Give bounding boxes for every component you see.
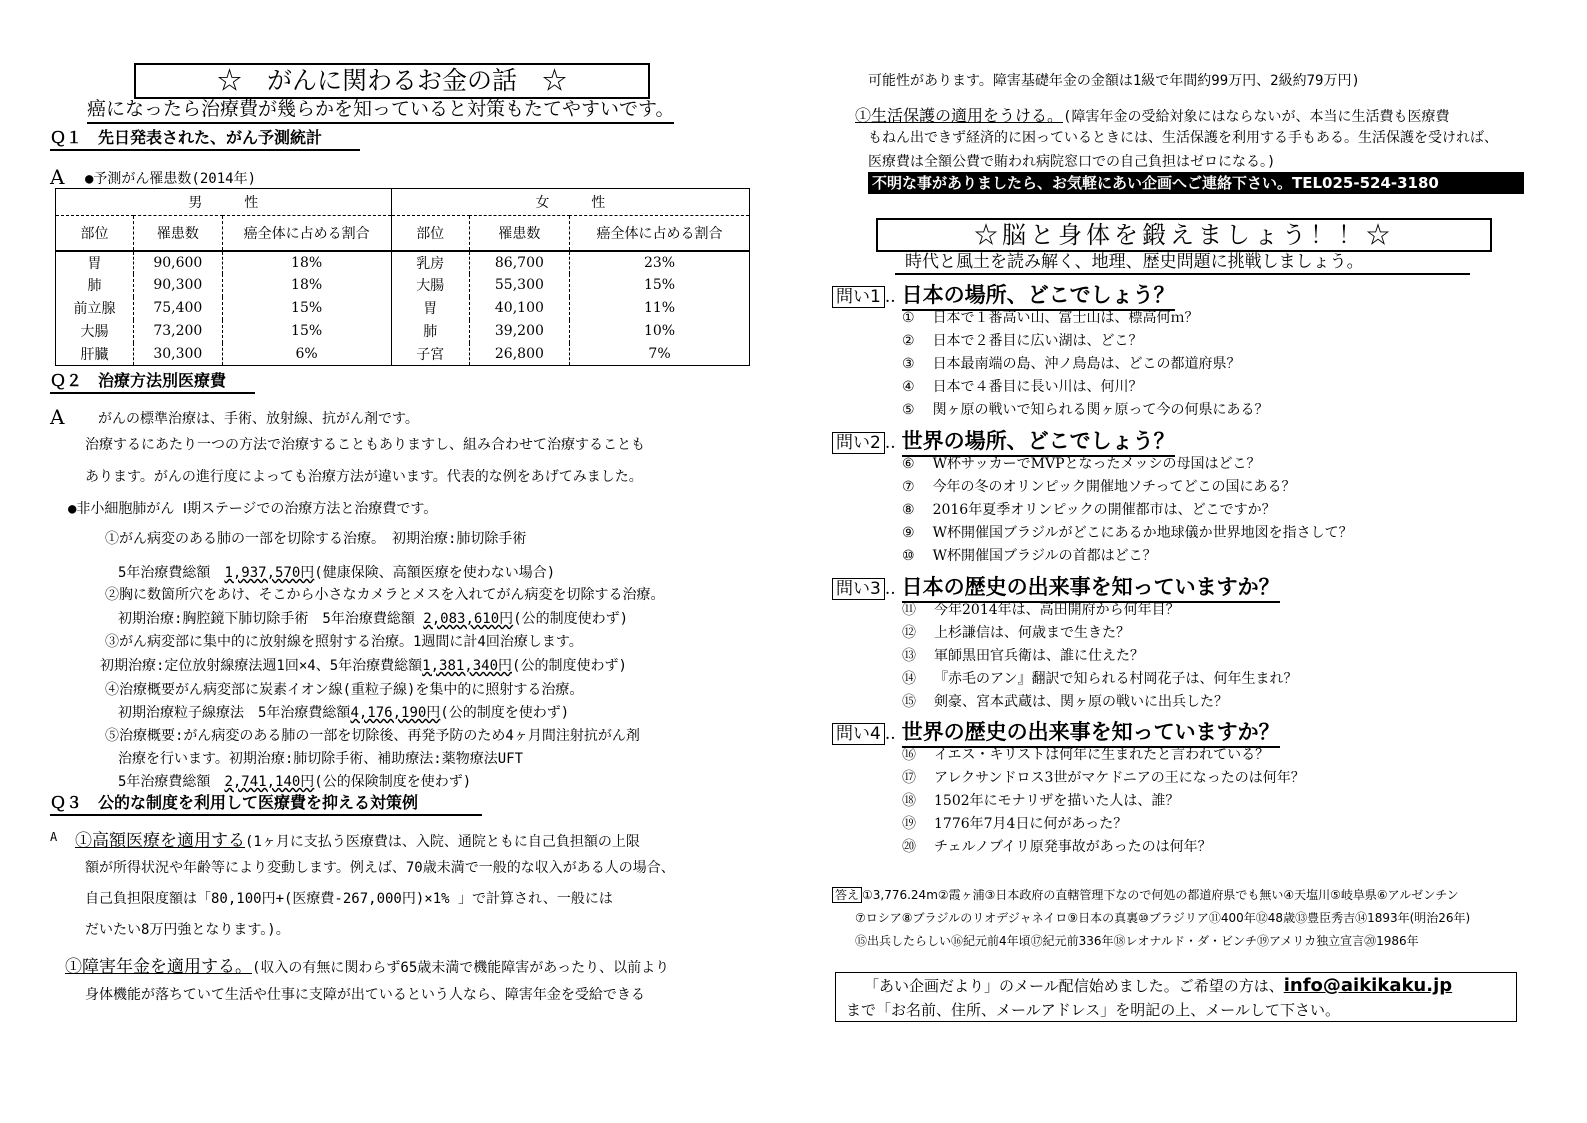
question-title: 日本の場所、どこでしょう？ [902,279,1175,311]
question-title: 世界の歴史の出来事を知っていますか？ [902,716,1280,748]
question-dots: .. [884,287,896,307]
question-number: ⑮ [902,694,916,710]
question-label: 問い4 [832,723,885,745]
q2-line [105,631,583,651]
question-title: 世界の場所、どこでしょう？ [902,425,1175,457]
table-row [56,320,750,343]
question-number: ⑦ [902,479,915,495]
table-row [56,274,750,297]
treatment-cost: 2,741,140円 [224,774,315,790]
table-cell: 40,100 [469,297,569,320]
table-cell: 15% [222,320,391,343]
q2-line [98,408,419,428]
question-text: 日本最南端の島、沖ノ鳥島は、どこの都道府県？ [932,356,1241,372]
q3-line-4: だいたい8万円強となります。)。 [85,922,290,938]
q2-text: 初期治療:胸腔鏡下肺切除手術 5年治療費総額 [118,611,415,627]
quiz-question [902,499,1276,519]
table-cell: 肝臓 [56,343,134,366]
question-number: ⑬ [902,648,916,664]
question-number: ④ [902,379,915,395]
question-number: ② [902,333,915,349]
q2-answer-label: A [50,405,65,429]
question-text: 日本で１番高い山、富士山は、標高何ｍ？ [932,310,1199,326]
table-cell: 90,600 [134,251,222,274]
quiz-question [902,307,1199,327]
mail-line-2: まで「お名前、住所、メールアドレス」を明記の上、メールして下さい。 [846,1001,1340,1019]
question-text: 日本で２番目に広い湖は、どこ？ [932,333,1143,349]
table-cell: 18% [222,274,391,297]
answers-line-3: ⑮出兵したらしい⑯紀元前4年頃⑰紀元前336年⑱レオナルド・ダ・ビンチ⑲アメリカ独立宣言⑳1986年 [855,934,1419,948]
q2-text: 治療を行います。初期治療:肺切除手術、補助療法:薬物療法UFT [118,751,524,767]
question-dots: .. [884,579,896,599]
question-number: ⑯ [902,747,916,763]
q2-line [100,655,627,675]
seikatsu-line-1: (障害年金の受給対象にはならないが、本当に生活費も医療費 [1063,109,1450,125]
contact-banner: 不明な事がありましたら、お気軽にあい企画へご連絡下さい。TEL025-524-3180 [868,172,1524,194]
table-cell: 7% [570,343,750,366]
table-cell: 90,300 [134,274,222,297]
question-text: アレクサンドロス3世がマケドニアの王になったのは何年？ [934,770,1305,786]
question-number: ⑳ [902,839,916,855]
table-cell: 10% [570,320,750,343]
q2-line [85,466,643,486]
question-number: ⑫ [902,625,916,641]
question-text: 1776年7月4日に何があった？ [934,816,1128,832]
quiz-question [902,599,1180,619]
q3-answer-label: A [50,830,58,844]
quiz-question [902,790,1179,810]
column-header: 罹患数 [469,216,569,251]
question-dots: .. [884,433,896,453]
question-text: W杯サッカーでMVPとなったメッシの母国はどこ？ [932,456,1261,472]
table-cell: 胃 [391,297,469,320]
q2-text: ①がん病変のある肺の一部を切除する治療。 初期治療:肺切除手術 [105,531,527,547]
quiz-question [902,836,1212,856]
answers-line-1: ①3,776.24m②霞ヶ浦③日本政府の直轄管理下なので何処の都道府県でも無い④天塩川⑤岐阜県⑥アルゼンチン [862,888,1459,902]
table-cell: 肺 [56,274,134,297]
q3-line-6: 身体機能が落ちていて生活や仕事に支障が出ているという人なら、障害年金を受給できる [85,987,645,1003]
table-caption: ●予測がん罹患数(2014年) [85,171,257,187]
male-header: 男 性 [56,189,392,216]
quiz-question [902,376,1143,396]
quiz-subtitle: 時代と風土を読み解く、地理、歴史問題に挑戦しましょう。 [895,251,1470,275]
table-cell: 73,200 [134,320,222,343]
quiz-question [902,522,1353,542]
quiz-question [902,744,1269,764]
main-title: ☆ がんに関わるお金の話 ☆ [134,63,650,99]
column-header: 癌全体に占める割合 [570,216,750,251]
column-header: 罹患数 [134,216,222,251]
table-cell: 大腸 [391,274,469,297]
question-text: 上杉謙信は、何歳まで生きた？ [934,625,1130,641]
q2-text: あります。がんの進行度によっても治療方法が違います。代表的な例をあげてみました。 [85,469,643,485]
table-cell: 39,200 [469,320,569,343]
q3-line-2: 額が所得状況や年齢等により変動します。例えば、70歳未満で一般的な収入がある人の場合、 [85,860,675,876]
table-cell: 15% [222,297,391,320]
question-text: 剣豪、宮本武蔵は、関ヶ原の戦いに出兵した？ [934,694,1228,710]
question-number: ⑲ [902,816,916,832]
quiz-question [902,353,1241,373]
question-number: ⑰ [902,770,916,786]
mail-email-link[interactable]: info@aikikaku.jp [1283,975,1453,996]
question-number: ⑧ [902,502,915,518]
quiz-question [902,545,1157,565]
q2-line [118,608,628,628]
table-row [56,251,750,274]
question-text: 関ヶ原の戦いで知られる関ヶ原って今の何県にある？ [932,402,1269,418]
q2-text: ⑤治療概要:がん病変のある肺の一部を切除後、再発予防のため4ヶ月間注射抗がん剤 [105,728,640,744]
table-cell: 11% [570,297,750,320]
question-text: 『赤毛のアン』翻訳で知られる村岡花子は、何年生まれ？ [934,671,1298,687]
q2-text: (公的保険制度を使わず) [314,774,472,790]
table-cell: 肺 [391,320,469,343]
q2-heading: Ｑ２ 治療方法別医療費 [50,370,255,394]
question-text: 日本で４番目に長い川は、何川？ [932,379,1143,395]
question-number: ⑩ [902,548,915,564]
question-text: 軍師黒田官兵衛は、誰に仕えた？ [934,648,1144,664]
column-header: 部位 [56,216,134,251]
q2-text: ●非小細胞肺がん Ⅰ期ステージでの治療方法と治療費です。 [68,501,438,517]
q2-text: 5年治療費総額 [118,774,211,790]
treatment-cost: 1,937,570円 [224,565,315,581]
q1-heading: Ｑ１ 先日発表された、がん予測統計 [50,127,360,151]
q3-line-1: (1ヶ月に支払う医療費は、入院、通院ともに自己負担額の上限 [245,834,640,850]
question-number: ⑱ [902,793,916,809]
question-text: 今年2014年は、高田開府から何年目？ [934,602,1180,618]
quiz-question [902,476,1295,496]
column-header: 部位 [391,216,469,251]
treatment-cost: 2,083,610円 [423,611,514,627]
quiz-question [902,622,1130,642]
q2-text: 初期治療粒子線療法 5年治療費総額 [118,705,351,721]
table-cell: 胃 [56,251,134,274]
q2-text: (健康保険、高額医療を使わない場合) [314,565,556,581]
column-header: 癌全体に占める割合 [222,216,391,251]
q2-text: ②胸に数箇所穴をあけ、そこから小さなカメラとメスを入れてがん病変を切除する治療。 [105,587,665,603]
question-number: ⑤ [902,402,915,418]
question-number: ⑪ [902,602,916,618]
question-label: 問い1 [832,286,885,308]
q2-text: (公的制度使わず) [513,611,629,627]
q2-text: ④治療概要がん病変部に炭素イオン線(重粒子線)を集中的に照射する治療。 [105,682,584,698]
table-cell: 大腸 [56,320,134,343]
quiz-question [902,691,1228,711]
q2-text: (公的制度を使わず) [440,705,570,721]
quiz-question [902,668,1297,688]
quiz-question [902,453,1261,473]
quiz-question [902,399,1269,419]
q2-text: 5年治療費総額 [118,565,211,581]
table-row [56,297,750,320]
table-cell: 55,300 [469,274,569,297]
seikatsu-hogo-heading: ①生活保護の適用をうける。 [855,106,1064,125]
q2-line [105,725,640,745]
q2-line [105,679,583,699]
table-cell: 23% [570,251,750,274]
female-header: 女 性 [391,189,749,216]
q2-line [118,771,471,791]
q3-heading: Ｑ３ 公的な制度を利用して医療費を抑える対策例 [50,792,482,816]
table-cell: 15% [570,274,750,297]
table-cell: 18% [222,251,391,274]
mail-line-1: 「あい企画だより」のメール配信始めました。ご希望の方は、 [864,977,1284,995]
q3-line-3: 自己負担限度額は「80,100円+(医療費-267,000円)×1% 」で計算され、一般には [85,891,613,907]
table-cell: 26,800 [469,343,569,366]
treatment-cost: 1,381,340円 [422,658,513,674]
quiz-title: ☆脳と身体を鍛えましょう！！☆ [876,218,1492,252]
q2-text: がんの標準治療は、手術、放射線、抗がん剤です。 [98,411,419,427]
q2-line [118,748,523,768]
question-label: 問い3 [832,578,885,600]
q2-text: (公的制度使わず) [512,658,627,674]
quiz-question [902,767,1305,787]
question-number: ⑨ [902,525,915,541]
question-number: ① [902,310,915,326]
treatment-cost: 4,176,190円 [350,705,441,721]
q2-line [68,498,437,518]
table-row [56,343,750,366]
table-cell: 前立腺 [56,297,134,320]
question-text: イエス・キリストは何年に生まれたと言われている？ [934,747,1270,763]
table-cell: 30,300 [134,343,222,366]
quiz-question [902,645,1144,665]
table-cell: 乳房 [391,251,469,274]
seikatsu-line-3: 医療費は全額公費で賄われ病院窓口での自己負担はゼロになる。) [868,154,1276,170]
kogaku-iryo-heading: ①高額医療を適用する [75,831,245,851]
question-title: 日本の歴史の出来事を知っていますか？ [902,571,1280,603]
question-text: 1502年にモナリザを描いた人は、誰？ [934,793,1180,809]
q2-text: 初期治療:定位放射線療法週1回×4、5年治療費総額 [100,658,423,674]
answers-label: 答え [832,887,862,903]
q2-line [118,702,569,722]
q2-line [118,562,555,582]
shogai-nenkin-heading: ①障害年金を適用する。 [65,957,252,977]
quiz-question [902,813,1127,833]
q3-line-5: (収入の有無に関わらず65歳未満で機能障害があったり、以前より [252,960,670,976]
q2-line [85,434,645,454]
table-cell: 子宮 [391,343,469,366]
question-text: W杯開催国ブラジルがどこにあるか地球儀か世界地図を指さして？ [932,525,1353,541]
question-text: 2016年夏季オリンピックの開催都市は、どこですか？ [932,502,1276,518]
continuation-line: 可能性があります。障害基礎年金の金額は1級で年間約99万円、2級約79万円) [868,73,1360,89]
question-text: チェルノブイリ原発事故があったのは何年？ [934,839,1212,855]
question-number: ⑥ [902,456,915,472]
table-cell: 86,700 [469,251,569,274]
answers-line-2: ⑦ロシア⑧ブラジルのリオデジャネイロ⑨日本の真裏⑩ブラジリア⑪400年⑫48歳⑬豊臣秀吉⑭1893年(明治26年) [855,911,1471,925]
table-cell: 6% [222,343,391,366]
mail-box [835,972,1517,1022]
main-subtitle: 癌になったら治療費が幾らかを知っていると対策もたてやすいです。 [87,97,674,124]
q2-text: ③がん病変部に集中的に放射線を照射する治療。1週間に計4回治療します。 [105,634,583,650]
cancer-incidence-table [55,188,750,366]
quiz-question [902,330,1143,350]
q1-answer-label: A [50,165,65,189]
question-number: ③ [902,356,915,372]
question-text: 今年の冬のオリンピック開催地ソチってどこの国にある？ [932,479,1296,495]
table-cell: 75,400 [134,297,222,320]
question-text: W杯開催国ブラジルの首都はどこ？ [932,548,1157,564]
q2-text: 治療するにあたり一つの方法で治療することもありますし、組み合わせて治療することも [85,437,645,453]
question-label: 問い2 [832,432,885,454]
question-number: ⑭ [902,671,916,687]
q2-line [105,584,664,604]
seikatsu-line-2: もねん出できず経済的に困っているときには、生活保護を利用する手もある。生活保護を受ければ、 [868,130,1498,146]
q2-line [105,528,526,548]
question-dots: .. [884,724,896,744]
